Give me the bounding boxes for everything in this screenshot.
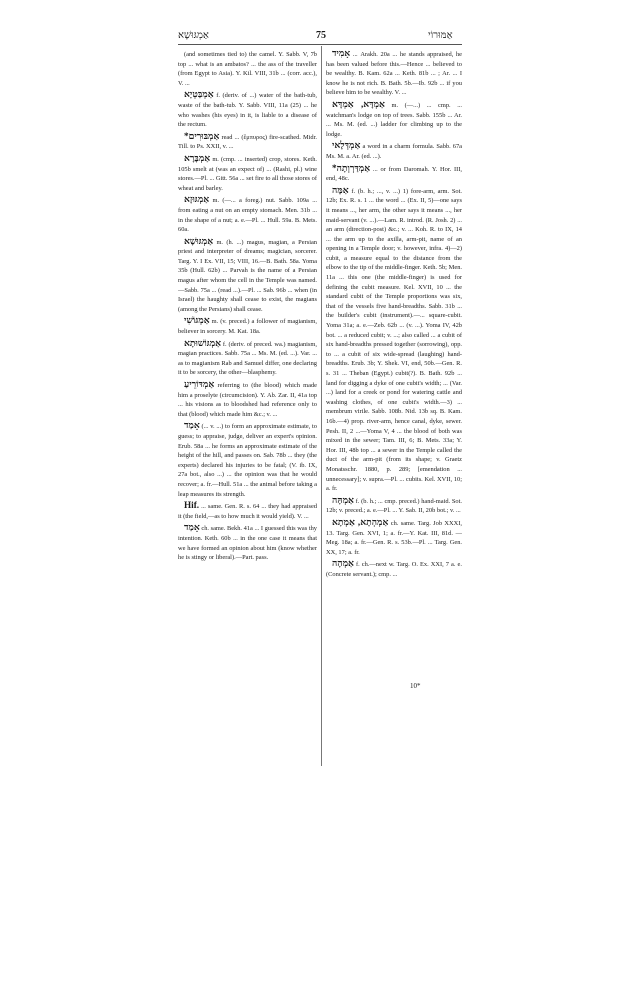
running-head-right: אַמּוּרוֹי <box>428 30 453 41</box>
left-column <box>178 48 317 764</box>
dictionary-entry <box>178 48 317 88</box>
entry-definition: (and sometimes tied to) the camel. Y. Sabb. V, 7b top ... what is an ambatos? ... the ass of the traveller (from Egypt to Asia). Y. Kil. VIII, 31b ... (corr. acc.), V. ... <box>178 51 317 87</box>
entry-headword: *אַמְדַּרְוְתָה <box>332 162 371 173</box>
dictionary-entry <box>178 500 317 521</box>
entry-headword: אַמְדָּא, אַמְדָּא <box>332 98 385 109</box>
dictionary-entry <box>178 194 317 234</box>
dictionary-entry <box>326 185 462 494</box>
dictionary-entry <box>178 315 317 336</box>
entry-definition: ch. same. Bekh. 41a ... I guessed this was thy intention. Keth. 60b ... in the one case it means that we have formed an opinion about him (know whether he is stingy or liberal).—Part. pass. <box>178 525 317 562</box>
entry-definition: referring to (the blood) which made him a proselyte (circumcision). Y. Ab. Zar. II, 41a top ... his visions as to bloodshed had reference only to that (blood) which made him &c.; v. ... <box>178 382 317 418</box>
entry-headword: אַמְגּוּשָׁא <box>184 235 214 246</box>
entry-headword: אַמָּה <box>332 184 349 195</box>
entry-headword: אָמִיד <box>332 48 351 58</box>
entry-headword: אַמְגּוּזָא <box>184 194 210 205</box>
entry-headword: אָמַד <box>184 522 200 533</box>
entry-definition: read ... (ἔμπυρος) fire-scathed. Midr. Till. to Ps. XXII, v. ... <box>178 133 317 151</box>
entry-headword: אַמְבַּטְיָא <box>184 89 214 100</box>
entry-definition: m. (—... a foreg.) nut. Sabb. 109a ... from eating a nut on an empty stomach. Men. 31b ... in the shape of a nut; a. e.—Pl. ... Hull. 59a. B. Mets. 60a. <box>178 197 317 234</box>
dictionary-entry <box>326 495 462 516</box>
entry-headword: אַמְגּוֹשִׁי <box>184 315 210 326</box>
entry-headword: אַמְהָּה <box>332 494 354 505</box>
signature-mark: 10* <box>410 682 421 690</box>
entry-definition: f. (b. h.; ..., v. ...) 1) fore-arm, arm. Sot. 12b; Ex. R. s. 1 ... the word ... (Ex. II, 5)—one says it means ..., her arm, the other says it means ..., her maid-servant (v. ...).—Lam. R. introd. (R. Josh. 2) ... an arm (direction-post) &c.; v. ... Koh. R. to IX, 14 ... the arm up to the axilla, arm-pit, name of an opening in a Temple door; v. however, infra. 4)—2) cubit, a measure equal to the distance from the elbow to the tip of the middle-finger. Keth. 5b; Men. 11a ... this one (the middle-finger) is used for defining the cubit measure. Kel. XVII, 10 ... the standard cubit of the Temple proportions was six, that of the vessels five hand-breadths. Sabb. 31b ... the builder's cubit (instrument).—... square-cubit. Yoma 31a; a. e.—Zeb. 62b ... (v. ...). Yoma IV, 42b bot. ... a reduced cubit; v. ...; also called ... a cubit of six hand-breadths pressed together (sorrowing), opp. to ... a cubit of six wide-spread (laughing) hand-breadths. Erub. 3b; Y. Shek. VI, end, 50b.—Gen. R. s. 31 ... Theban (Egypt.) cubit(?). B. Bath. 92b ... land for digging a dyke of one cubit's width; ... (Var. ...) land for a creek or pond for watering cattle and washing clothes, of one cubit's width.—3) ... membrum virile. Sabb. 108b. Nid. 13b sq. B. Kam. 16b.—4) prop. river-arm, hence canal, dyke, sewer. Pesh. II, 2 ...—Yoma V, 4 ... the blood of both was mixed in the sewer; Tam. III, 6; B. Mets. 33a; Y. Hor. III, 48b top ... a sewer in the Temple called the duct of the arm-pit (from its shape; v. Graetz Monatsschr. 1880, p. 289; [emendation ... unnecessary]; v. supra.—Pl. ... cubits. Kel. XVII, 10; a. fr. <box>326 187 462 493</box>
dictionary-entry <box>326 99 462 139</box>
entry-definition: ... or from Daromah. Y. Hor. III, end, 48c. <box>326 165 462 183</box>
entry-definition: ch. same. Targ. Job XXXI, 13. Targ. Gen. XVI, 1; a. fr.—Y. Kat. III, 81d. —Meg. 18a; a. fr.—Gen. R. s. 53b.—Pl. ... Targ. Gen. XX, 17; a. fr. <box>326 519 462 556</box>
entry-definition: m. (h. ...) magus, magian, a Persian priest and interpreter of dreams; magician, sorcerer. Targ. Y. I Ex. VII, 15; VIII, 16.—B. Bath. 58a. Yoma 35b (Hull. 62b) ... Parvah is the name of a Persian magus after whom the cell in the Temple was named.—Sabb. 75a ... (read ...).—Pl. ... Sab. 96b ... when (in Israel) the haughty shall cease to exist, the magians (among the Persians) shall cease. <box>178 238 317 313</box>
entry-definition: f. (deriv. of ...) water of the bath-tub, waste of the bath-tub. Y. Sabb. VIII, 11a (25) ... he who washes (his eyes) in it, is liable to a disease of the rectum. <box>178 92 317 129</box>
dictionary-entry <box>178 89 317 129</box>
entry-headword: אַמְגּוֹשׁוּתָא <box>184 337 222 348</box>
entry-definition: ... Arakh. 20a ... he stands appraised, he has been valued before this.—Hence ... believed to be wealthy. B. Kam. 62a ... Keth. 81b ... ; Ar. ... I know he is not rich. B. Bath. 5b.—Ib. 92b ... if you believe him to be wealthy. V. ... <box>326 51 462 97</box>
entry-headword: Hif. <box>184 500 200 511</box>
dictionary-entry <box>326 163 462 184</box>
entry-definition: m. (cmp. ... inserted) crop, stores. Keth. 105b smelt at (was an expect of) ... (Rashi, pl.) wine stores.—Pl. ... Gitt. 56a ... set fire to all those stores of wheat and barley. <box>178 155 317 192</box>
entry-definition: a word in a charm formula. Sabb. 67a Ms. M. a. Ar. (ed. ...). <box>326 143 462 160</box>
entry-definition: ... same. Gen. R. s. 64 ... they had appraised it (the field,—as to how much it would yield). V. ... <box>178 503 317 520</box>
running-head-left: אַמְגּוּשָׁא <box>178 30 209 41</box>
entry-headword: אַמְבָּרָא <box>184 152 211 163</box>
entry-headword: אָמַד <box>184 420 200 431</box>
entry-definition: (... v. ...) to form an approximate estimate, to guess; to appraise, judge, deliver an expert's opinion. Erub. 58a ... he forms an approximate estimate of the height of the hill, and passes on. Sab. 78b ... they (the experts) declared his injuries to be fatal; (V. ib. IX, 27a bot., also ...) ... the opinion was that he would recover; a. fr.—Hull. 51a ... the animal before taking a leap measures its strength. <box>178 423 317 498</box>
entry-definition: f. (b. h.; ... cmp. preced.) hand-maid. Sot. 12b; v. preced.; a. e.—Pl. ... Y. Sab. II, 20b bot.; v. ... <box>326 497 462 515</box>
dictionary-entry <box>178 379 317 419</box>
dictionary-entry <box>178 236 317 315</box>
entry-headword: אַמְהְתָא, אַמְתָא <box>332 516 389 527</box>
dictionary-entry <box>326 517 462 557</box>
entry-headword: אַמְדּוֹרֵיעַ <box>184 379 215 389</box>
dictionary-entry <box>178 338 317 378</box>
entry-definition: f. ch.—next w. Targ. O. Ex. XXI, 7 a. e. (Concrete servant.); cmp. ... <box>326 561 462 578</box>
entry-definition: m. (—...) ... cmp. ... watchman's lodge on top of trees. Sabb. 155b ... Ar. ... Ms. M. (ed. ...) ladder for climbing up to the lodge. <box>326 101 462 138</box>
header-rule <box>178 44 462 45</box>
dictionary-entry <box>326 48 462 98</box>
dictionary-entry <box>178 522 317 562</box>
right-column <box>326 48 462 680</box>
entry-headword: אַמְהָה <box>332 558 354 569</box>
column-divider <box>321 46 322 766</box>
entry-definition: m. (v. preced.) a follower of magianism, believer in sorcery. M. Kat. 18a. <box>178 318 317 336</box>
dictionary-entry <box>178 420 317 499</box>
entry-headword: *אַמְבּוּרִים <box>184 130 220 141</box>
entry-definition: f. (deriv. of preced. wa.) magianism, magian practices. Sabb. 75a ... Ms. M. (ed. ...). Var. ... as to magianism Rab and Samuel differ, one declaring it to be sorcery, the other—blasphemy. <box>178 340 317 377</box>
page-number: 75 <box>316 30 326 41</box>
dictionary-entry <box>326 140 462 161</box>
dictionary-entry <box>178 153 317 193</box>
dictionary-entry <box>326 558 462 579</box>
dictionary-entry <box>178 131 317 152</box>
entry-headword: אַמְדְּלָאי <box>332 140 361 151</box>
